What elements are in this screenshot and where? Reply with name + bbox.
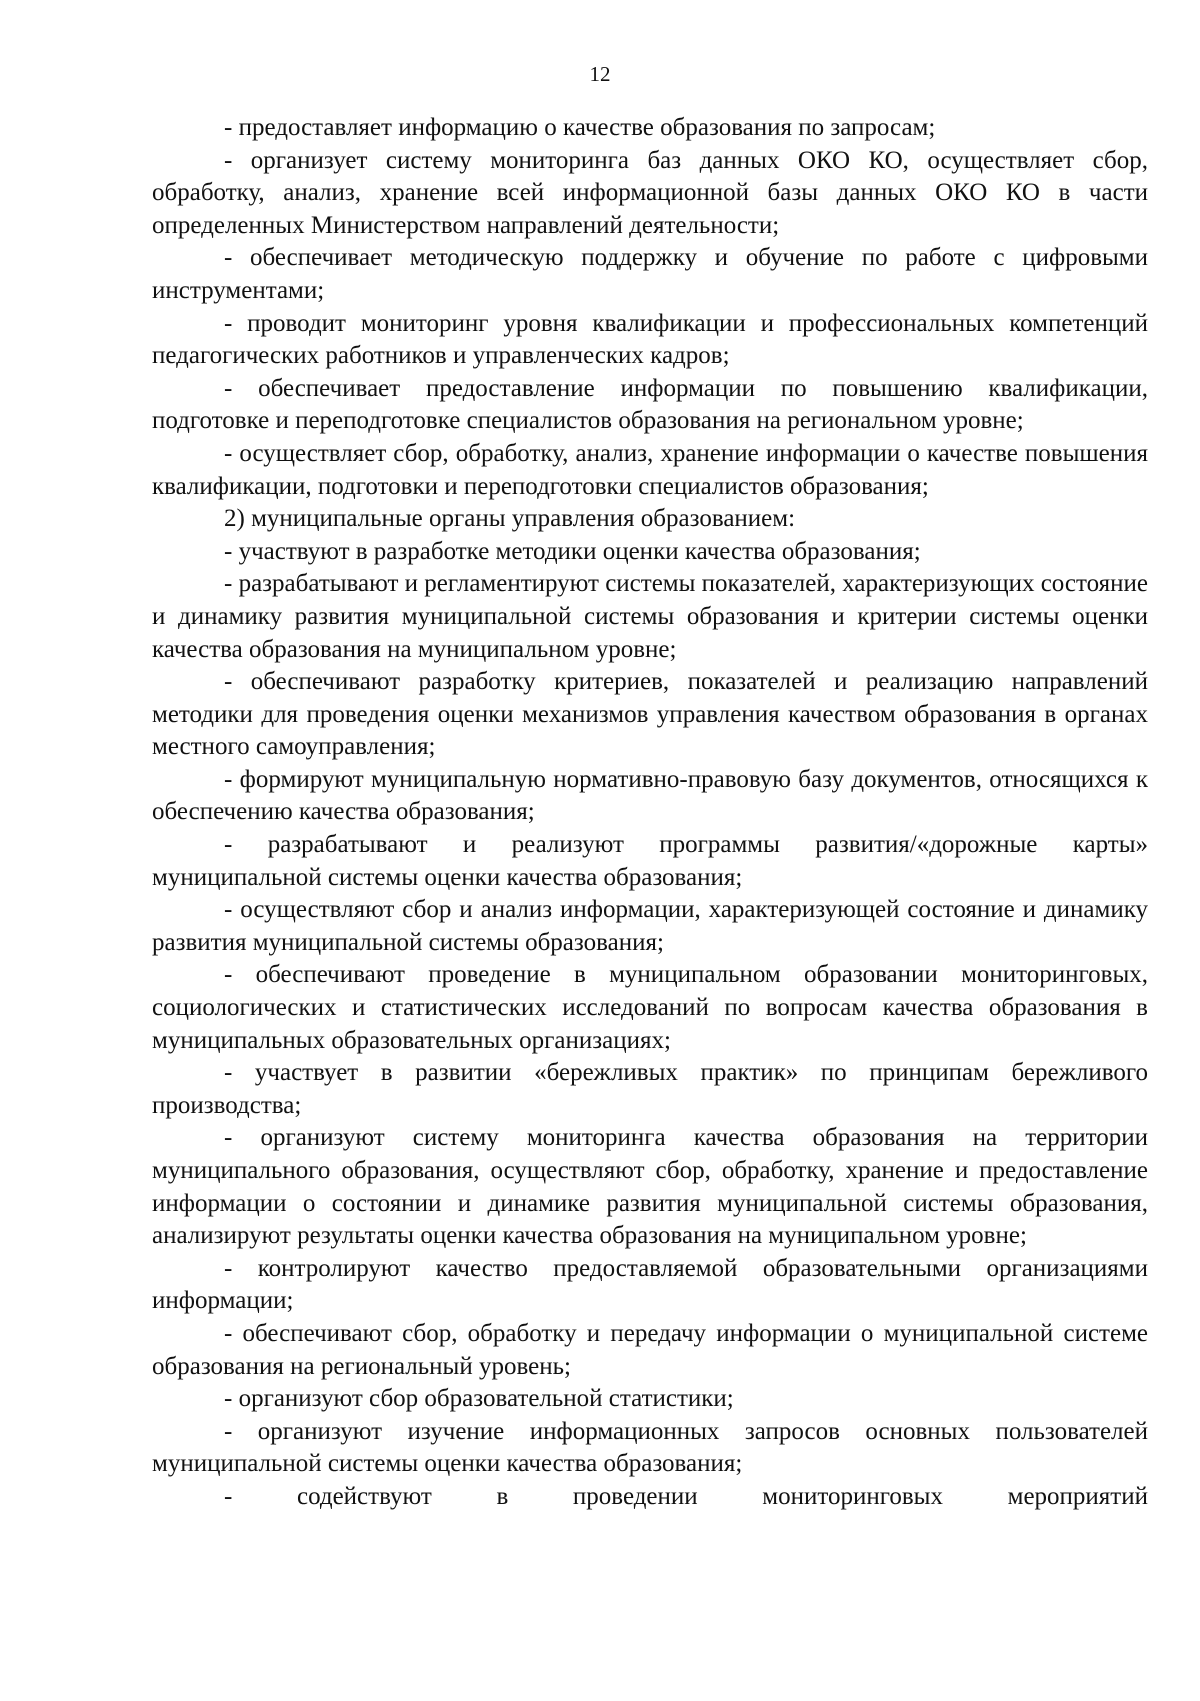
paragraph: - обеспечивают проведение в муниципальном образовании мониторинговых, социологических и статистических исследований по вопросам качества образования в муниципальных образовательных организациях; <box>152 961 1148 1054</box>
paragraph: - обеспечивает методическую поддержку и обучение по работе с цифровыми инструментами; <box>152 244 1148 304</box>
paragraph: - обеспечивают сбор, обработку и передачу информации о муниципальной системе образования на региональный уровень; <box>152 1319 1148 1380</box>
paragraph: - предоставляет информацию о качестве образования по запросам; <box>224 114 936 141</box>
paragraph: - содействуют в проведении мониторинговых мероприятий <box>224 1482 1148 1510</box>
paragraph: 2) муниципальные органы управления образованием: <box>224 505 796 533</box>
paragraph: - обеспечивает предоставление информации по повышению квалификации, подготовке и переподготовке специалистов образования на региональном уровне; <box>152 374 1148 435</box>
paragraph: - формируют муниципальную нормативно-правовую базу документов, относящихся к обеспечению качества образования; <box>152 765 1148 826</box>
paragraph: - организуют сбор образовательной статистики; <box>224 1385 734 1413</box>
paragraph: - организуют изучение информационных запросов основных пользователей муниципальной системы оценки качества образования; <box>152 1417 1148 1478</box>
paragraph: - проводит мониторинг уровня квалификации и профессиональных компетенций педагогических работников и управленческих кадров; <box>152 309 1148 370</box>
paragraph: - разрабатывают и реализуют программы развития/«дорожные карты» муниципальной системы оценки качества образования; <box>152 831 1148 891</box>
paragraph: - осуществляет сбор, обработку, анализ, хранение информации о качестве повышения квалификации, подготовки и переподготовки специалистов образования; <box>152 439 1148 500</box>
paragraph: - организует систему мониторинга баз данных ОКО КО, осуществляет сбор, обработку, анализ, хранение всей информационной базы данных ОКО КО в части определенных Министерством направлений деятельности; <box>152 146 1148 239</box>
paragraph: - разрабатывают и регламентируют системы показателей, характеризующих состояние и динамику развития муниципальной системы образования и критерии системы оценки качества образования на муниципальном уровне; <box>152 570 1148 663</box>
document-body <box>152 112 1148 1514</box>
page-number: 12 <box>589 62 611 86</box>
paragraph: - участвуют в разработке методики оценки качества образования; <box>224 537 921 565</box>
paragraph: - осуществляют сбор и анализ информации, характеризующей состояние и динамику развития муниципальной системы образования; <box>152 896 1148 956</box>
paragraph: - контролируют качество предоставляемой образовательными организациями информации; <box>152 1254 1148 1315</box>
paragraph: - участвует в развитии «бережливых практик» по принципам бережливого производства; <box>152 1059 1148 1119</box>
paragraph: - обеспечивают разработку критериев, показателей и реализацию направлений методики для проведения оценки механизмов управления качеством образования в органах местного самоуправления; <box>152 668 1148 761</box>
paragraph: - организуют систему мониторинга качества образования на территории муниципального образования, осуществляют сбор, обработку, хранение и предоставление информации о состоянии и динамике развития муниципальной системы образования, анализируют результаты оценки качества образования на муниципальном уровне; <box>152 1124 1148 1250</box>
